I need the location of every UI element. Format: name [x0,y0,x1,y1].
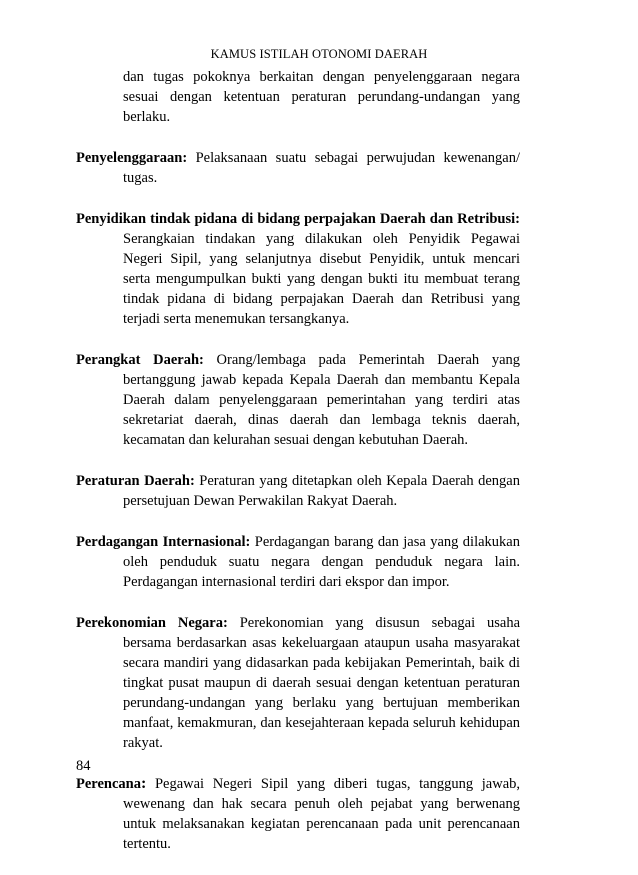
entry-term: Penyelenggaraan: [76,150,188,166]
glossary-entry-perencana [76,774,520,854]
entry-term: Perencana [76,776,141,792]
entry-term: Peraturan Daerah: [76,473,195,489]
glossary-entry-perangkat-daerah [76,350,520,450]
entry-term: Perdagangan Internasional: [76,534,251,550]
glossary-entry-perekonomian-negara [76,613,520,753]
entry-definition: Perdagangan barang dan jasa yang dilakukan oleh penduduk suatu negara dengan penduduk negara lain. Perdagangan internasional terdiri dari ekspor dan impor. [123,534,520,590]
entry-definition: Pegawai Negeri Sipil yang diberi tugas, tanggung jawab, wewenang dan hak secara penuh oleh pejabat yang berwenang untuk melaksanakan kegiatan perencanaan pada unit perencanaan tertentu. [123,776,520,852]
entry-definition: Perekonomian yang disusun sebagai usaha bersama berdasarkan asas kekeluargaan ataupun usaha masyarakat secara mandiri yang didasarkan pada kebijakan Pemerintah, baik di tingkat pusat maupun di daerah sesuai dengan ketentuan peraturan perundang-undangan yang berlaku yang bertujuan memberikan manfaat, kemakmuran, dan kesejahteraan kepada seluruh kehidupan rakyat. [123,615,521,751]
glossary-entry-peraturan-daerah [76,471,520,511]
entry-term-colon: : [140,775,147,792]
entry-definition: Peraturan yang ditetapkan oleh Kepala Daerah dengan persetujuan Dewan Perwakilan Rakyat Daerah. [123,473,520,509]
continued-definition: dan tugas pokoknya berkaitan dengan penyelenggaraan negara sesuai dengan ketentuan peraturan perundang-undangan yang berlaku. [123,69,520,125]
entry-definition: Serangkaian tindakan yang dilakukan oleh Penyidik Pegawai Negeri Sipil, yang selanjutnya disebut Penyidik, untuk mencari serta mengumpulkan bukti yang dengan bukti itu membuat terang tindak pidana di bidang perpajakan Daerah dan Retribusi yang terjadi serta menemukan tersangkanya. [123,231,520,327]
entry-term: Penyidikan tindak pidana di bidang perpajakan Daerah dan Retribusi: [76,211,520,227]
glossary-entry-perdagangan-internasional [76,532,520,592]
glossary-body [76,67,520,875]
entry-definition: Pelaksanaan suatu sebagai perwujudan kewenangan/ tugas. [123,150,521,186]
entry-term: Perangkat Daerah: [76,352,204,368]
glossary-entry-penyidikan [76,209,520,329]
running-header: KAMUS ISTILAH OTONOMI DAERAH [210,47,428,61]
page-number: 84 [76,758,91,774]
entry-definition: Orang/lembaga pada Pemerintah Daerah yang bertanggung jawab kepada Kepala Daerah dan membantu Kepala Daerah dalam penyelenggaraan pemerintahan yang terdiri atas sekretariat daerah, dinas daerah dan lembaga teknis daerah, kecamatan dan kelurahan sesuai dengan kebutuhan Daerah. [123,352,521,448]
glossary-entry-penyelenggaraan [76,148,520,188]
entry-term: Perekonomian Negara: [76,615,228,631]
